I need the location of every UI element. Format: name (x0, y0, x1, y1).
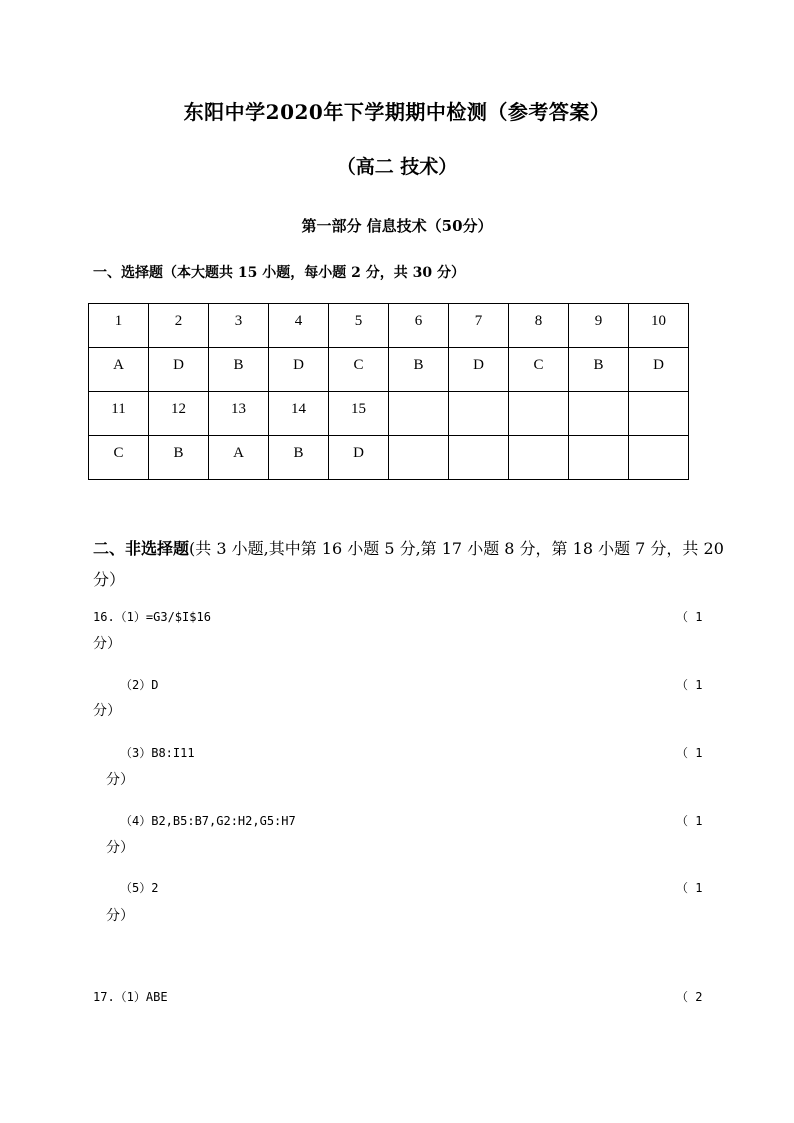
table-cell (569, 436, 629, 480)
answer-16-1-mark: （ 1 (676, 610, 703, 624)
answer-16-4: （4）B2,B5:B7,G2:H2,G5:H7 (120, 814, 296, 828)
table-cell: 6 (389, 304, 449, 348)
table-cell: B (389, 348, 449, 392)
table-cell: D (269, 348, 329, 392)
section2-heading (93, 536, 724, 559)
answer-16-1-cont: 分） (93, 636, 121, 652)
answer-16-4-mark: （ 1 (676, 814, 703, 828)
table-cell: 15 (329, 392, 389, 436)
table-cell: 14 (269, 392, 329, 436)
table-cell: B (209, 348, 269, 392)
table-cell: D (329, 436, 389, 480)
table-cell (509, 436, 569, 480)
table-cell (629, 436, 689, 480)
answer-17-1: 17.（1）ABE (93, 990, 168, 1004)
page-title: 东阳中学2020年下学期期中检测（参考答案） (183, 100, 611, 124)
table-cell (449, 392, 509, 436)
answer-table (88, 303, 689, 480)
table-cell: C (329, 348, 389, 392)
table-cell: 4 (269, 304, 329, 348)
table-cell: 2 (149, 304, 209, 348)
page-subtitle: （高二 技术） (336, 156, 458, 178)
table-cell: 12 (149, 392, 209, 436)
table-cell (569, 392, 629, 436)
table-cell: A (89, 348, 149, 392)
table-cell: 10 (629, 304, 689, 348)
table-cell (389, 436, 449, 480)
answer-16-5-mark: （ 1 (676, 881, 703, 895)
table-cell: D (149, 348, 209, 392)
table-cell: D (449, 348, 509, 392)
section2-heading-cont: 分） (93, 570, 126, 589)
section1-heading: 一、选择题（本大题共 15 小题，每小题 2 分，共 30 分） (93, 265, 465, 281)
table-cell: 3 (209, 304, 269, 348)
answer-16-5: （5）2 (120, 881, 159, 895)
table-cell: D (629, 348, 689, 392)
table-cell: B (149, 436, 209, 480)
answer-16-3: （3）B8:I11 (120, 746, 195, 760)
table-cell: 7 (449, 304, 509, 348)
table-cell: C (509, 348, 569, 392)
answer-16-4-cont: 分） (106, 840, 134, 856)
table-row (89, 348, 689, 392)
table-cell: 5 (329, 304, 389, 348)
table-row (89, 436, 689, 480)
table-row (89, 304, 689, 348)
answer-16-3-mark: （ 1 (676, 746, 703, 760)
table-cell: 9 (569, 304, 629, 348)
table-cell: 1 (89, 304, 149, 348)
section2-heading-bold: 二、非选择题 (93, 539, 190, 558)
table-cell: C (89, 436, 149, 480)
answer-16-5-cont: 分） (106, 908, 134, 924)
table-row (89, 392, 689, 436)
table-cell (389, 392, 449, 436)
table-cell: A (209, 436, 269, 480)
table-cell (449, 436, 509, 480)
answer-16-2-mark: （ 1 (676, 678, 703, 692)
answer-16-2-cont: 分） (93, 703, 121, 719)
table-cell (629, 392, 689, 436)
table-cell: B (269, 436, 329, 480)
table-cell: 8 (509, 304, 569, 348)
table-cell: 11 (89, 392, 149, 436)
answer-17-1-mark: （ 2 (676, 990, 703, 1004)
answer-16-3-cont: 分） (106, 772, 134, 788)
section2-heading-rest: (共 3 小题,其中第 16 小题 5 分,第 17 小题 8 分，第 18 小题 7 分，共 20 (189, 539, 724, 558)
table-cell: 13 (209, 392, 269, 436)
part-heading: 第一部分 信息技术（50分） (301, 217, 493, 235)
table-cell: B (569, 348, 629, 392)
answer-16-1: 16.（1）=G3/$I$16 (93, 610, 211, 624)
table-cell (509, 392, 569, 436)
answer-16-2: （2）D (120, 678, 159, 692)
